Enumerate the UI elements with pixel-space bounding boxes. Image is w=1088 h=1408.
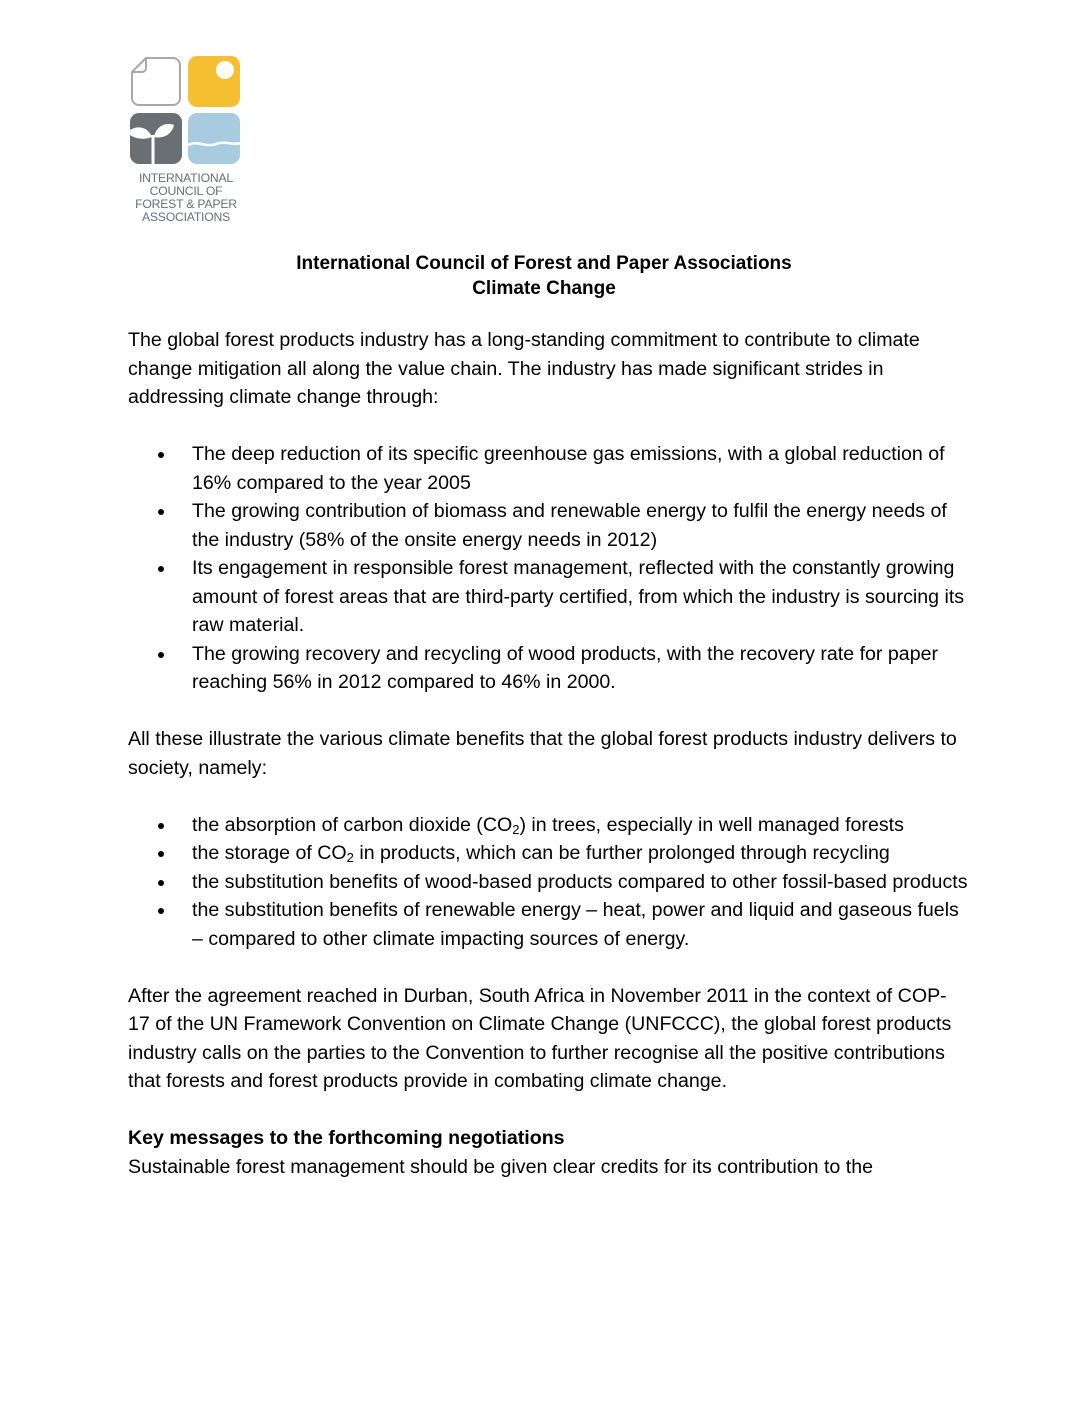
key-messages-paragraph: Sustainable forest management should be given clear credits for its contribution to the [128,1155,873,1178]
bullet-icon [158,509,164,515]
list-item: the absorption of carbon dioxide $(CO_2)$ in trees, especially in well managed forests [128,811,968,840]
logo-line: COUNCIL OF [149,184,223,198]
logo-line: FOREST & PAPER [135,197,237,211]
document-body [128,326,968,1181]
document-subtitle: Climate Change [472,278,616,299]
list-item: The growing recovery and recycling of wood products, with the recovery rate for paper reaching 56% in 2012 compared to 46% in 2000. [128,640,968,697]
bullet-icon [158,452,164,458]
paper-page-icon [130,56,182,107]
bullet-icon [158,908,164,914]
intro-paragraph: The global forest products industry has a long-standing commitment to contribute to climate change mitigation all along the value chain. The industry has made significant strides in addressing climate change through: [128,329,920,408]
bullet-icon [158,880,164,886]
achievements-list [128,440,968,697]
sprout-icon [130,113,182,164]
water-wave-icon [188,113,240,164]
logo-line: INTERNATIONAL [138,171,233,185]
document-title-block [0,251,1088,301]
bullet-icon [158,851,164,857]
bullet-icon [158,823,164,829]
logo-tiles [130,56,242,166]
document-title: International Council of Forest and Paper Associations [296,253,792,274]
list-item: the substitution benefits of renewable energy – heat, power and liquid and gaseous fuels – compared to other climate impacting sources of energy. [128,896,968,953]
icfpa-logo [130,56,242,224]
logo-line: ASSOCIATIONS [141,210,231,224]
logo-wordmark [130,172,242,224]
list-item: the storage of $CO_2$ in products, which can be further prolonged through recycling [128,839,968,868]
list-item: The deep reduction of its specific greenhouse gas emissions, with a global reduction of 16% compared to the year 2005 [128,440,968,497]
key-messages-heading: Key messages to the forthcoming negotiations [128,1127,565,1149]
benefits-intro-paragraph: All these illustrate the various climate benefits that the global forest products industry delivers to society, namely: [128,728,957,779]
list-item: Its engagement in responsible forest management, reflected with the constantly growing amount of forest areas that are third-party certified, from which the industry is sourcing its raw material. [128,554,968,640]
bullet-icon [158,566,164,572]
durban-paragraph: After the agreement reached in Durban, South Africa in November 2011 in the context of COP-17 of the UN Framework Convention on Climate Change (UNFCCC), the global forest products industry calls on the parties to the Convention to further recognise all the positive contributions that forests and forest products provide in combating climate change. [128,984,952,1092]
list-item: the substitution benefits of wood-based products compared to other fossil-based products [128,868,968,897]
sun-icon [188,56,240,107]
bullet-icon [158,652,164,658]
list-item: The growing contribution of biomass and renewable energy to fulfil the energy needs of the industry (58% of the onsite energy needs in 2012) [128,497,968,554]
benefits-list [128,811,968,954]
